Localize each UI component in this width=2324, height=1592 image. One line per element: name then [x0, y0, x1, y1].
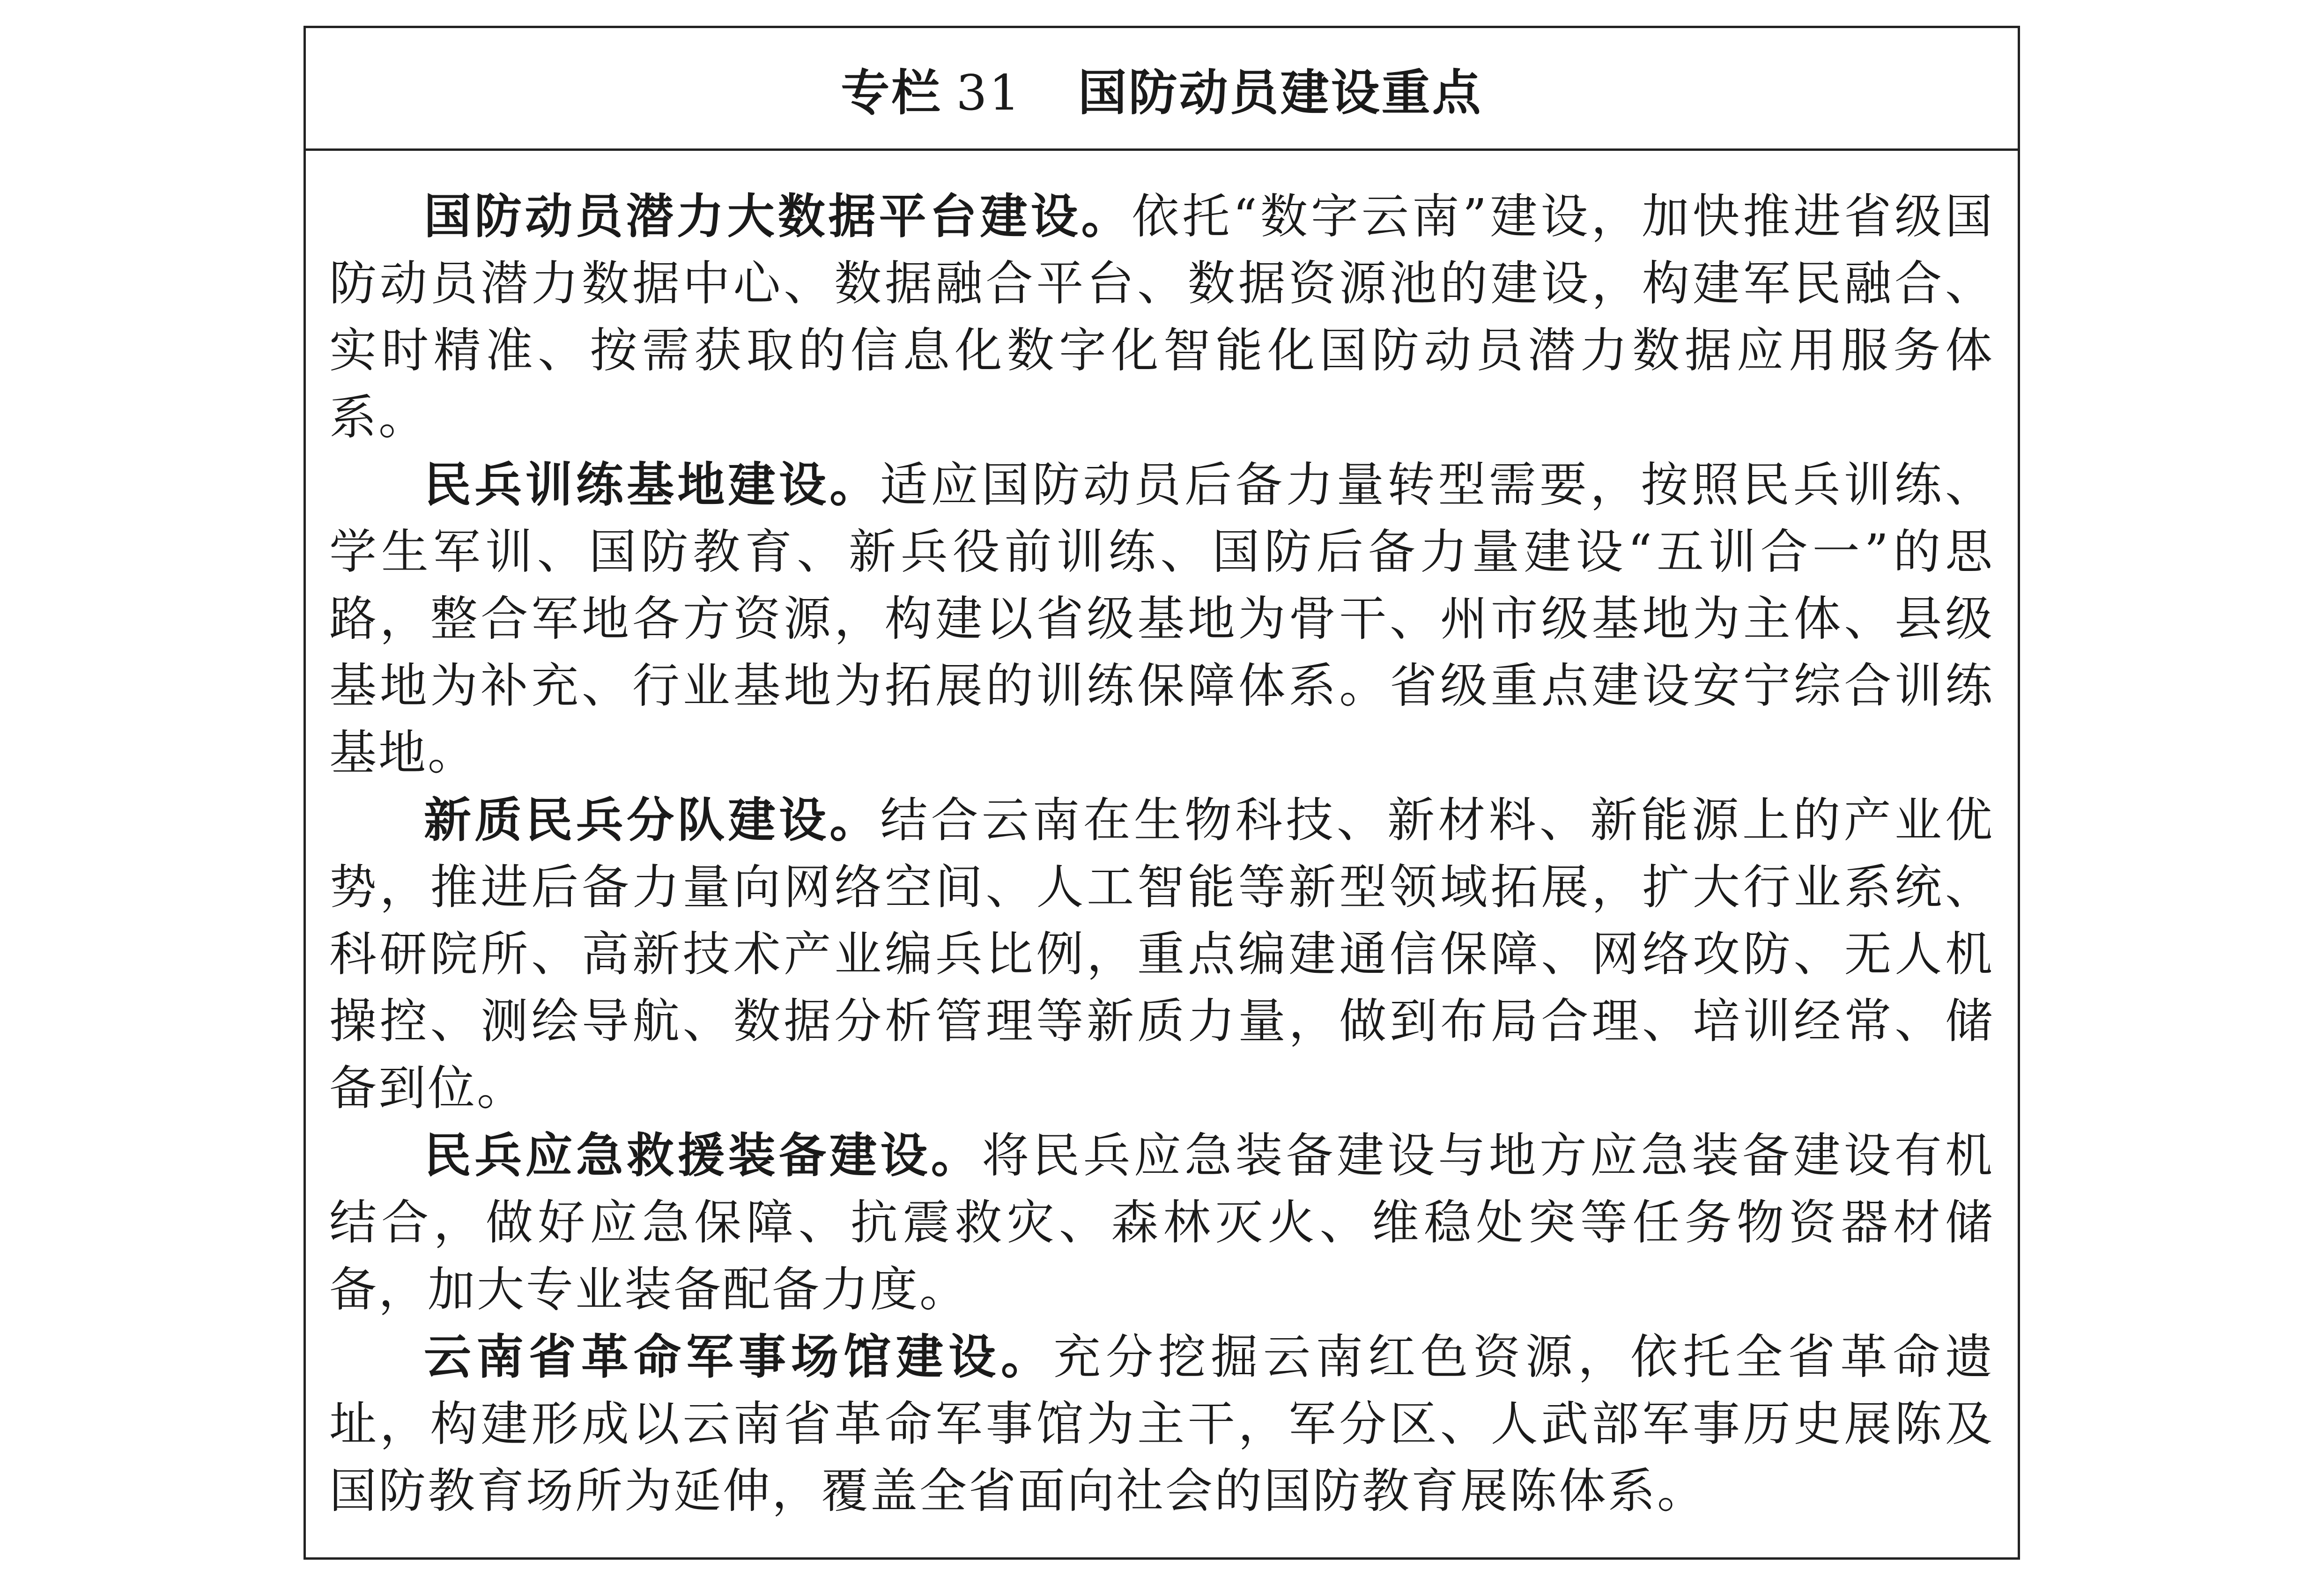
box-body [329, 183, 1994, 1525]
paragraph-text: 将民兵应急装备建设与地方应急装备建设有机结合，做好应急保障、抗震救灾、森林灭火、维稳处突等任务物资器材储备，加大专业装备配备力度。 [329, 1128, 1994, 1317]
box-heading: 国防动员建设重点 [1078, 64, 1483, 121]
paragraph-heading: 国防动员潜力大数据平台建设。 [424, 188, 1132, 244]
paragraph-text: 依托“数字云南”建设，加快推进省级国防动员潜力数据中心、数据融合平台、数据资源池的建设，构建军民融合、实时精准、按需获取的信息化数字化智能化国防动员潜力数据应用服务体系。 [329, 189, 1994, 445]
paragraph-emergency-equipment [329, 1122, 1994, 1323]
box-header [306, 28, 2018, 151]
box-number: 31 [956, 64, 1022, 121]
paragraph-new-militia-units [329, 786, 1994, 1122]
box-title [841, 53, 1482, 124]
paragraph-military-museum [329, 1323, 1994, 1525]
paragraph-heading: 民兵应急救援装备建设。 [424, 1127, 982, 1183]
paragraph-heading: 新质民兵分队建设。 [424, 792, 881, 848]
paragraph-text: 结合云南在生物科技、新材料、新能源上的产业优势，推进后备力量向网络空间、人工智能等新型领域拓展，扩大行业系统、科研院所、高新技术产业编兵比例，重点编建通信保障、网络攻防、无人机操控、测绘导航、数据分析管理等新质力量，做到布局合理、培训经常、储备到位。 [329, 792, 1994, 1116]
paragraph-militia-training-base [329, 451, 1994, 786]
box-label: 专栏 [841, 64, 942, 121]
paragraph-text: 适应国防动员后备力量转型需要，按照民兵训练、学生军训、国防教育、新兵役前训练、国防后备力量建设“五训合一”的思路，整合军地各方资源，构建以省级基地为骨干、州市级基地为主体、县级基地为补充、行业基地为拓展的训练保障体系。省级重点建设安宁综合训练基地。 [329, 457, 1994, 780]
paragraph-heading: 云南省革命军事场馆建设。 [424, 1329, 1053, 1385]
paragraph-text: 充分挖掘云南红色资源，依托全省革命遗址，构建形成以云南省革命军事馆为主干，军分区、人武部军事历史展陈及国防教育场所为延伸，覆盖全省面向社会的国防教育展陈体系。 [329, 1329, 1994, 1518]
feature-box [303, 26, 2020, 1560]
paragraph-big-data-platform [329, 183, 1994, 451]
paragraph-heading: 民兵训练基地建设。 [424, 457, 881, 512]
